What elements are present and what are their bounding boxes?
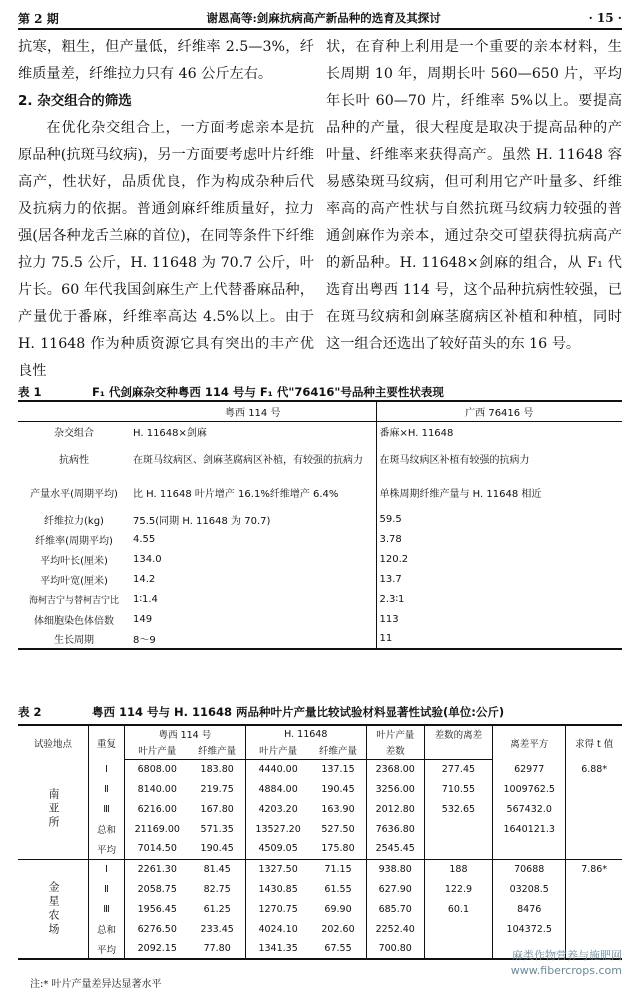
table2-caption — [18, 704, 622, 720]
right-column — [326, 34, 622, 382]
table-row: 纤维拉力(kg) 75.5(同期 H. 11648 为 70.7) 59.5 — [18, 509, 622, 529]
table-row: 平均叶宽(厘米) 14.2 13.7 — [18, 569, 622, 589]
watermark-line: 麻类作物营养与施肥网 — [512, 949, 622, 962]
table2-title: 粤西 114 号与 H. 11648 两品种叶片产量比较试验材料显著性试验(单位:公斤) — [92, 705, 505, 719]
left-column — [18, 34, 314, 382]
subheading: 2. 杂交组合的筛选 — [18, 93, 132, 109]
table-row: 平均叶长(厘米) 134.0 120.2 — [18, 549, 622, 569]
table2 — [18, 724, 622, 960]
table-row: Ⅱ 8140.00 219.75 4884.00 190.45 3256.00 710.55 1009762.5 — [18, 779, 622, 799]
watermark-url: www.fibercrops.com — [510, 964, 622, 977]
page-number: · 15 · — [588, 11, 622, 25]
table-row: 产量水平(周期平均) 比 H. 11648 叶片增产 16.1%纤维增产 6.4% 单株周期纤维产量与 H. 11648 相近 — [18, 475, 622, 509]
issue-number: 第 2 期 — [18, 11, 59, 26]
location-label: 南亚所 — [47, 787, 60, 830]
watermark — [511, 948, 622, 978]
body-text — [18, 34, 622, 382]
table-header-row — [18, 401, 622, 421]
table-note: 注:* 叶片产量差异达显著水平 — [30, 979, 162, 990]
col-header: 广西 76416 号 — [376, 401, 622, 421]
table1 — [18, 400, 622, 650]
table2-label: 表 2 — [18, 705, 42, 719]
table-row: 杂交组合 H. 11648×剑麻 番麻×H. 11648 — [18, 421, 622, 441]
paragraph: 在优化杂交组合上，一方面考虑亲本是抗原品种(抗斑马纹病)，另一方面要考虑叶片纤维高产，性状好，品质优良，作为构成杂种后代及抗病力的依据。普通剑麻纤维质量好，拉力强(居各种龙舌兰麻的首位)，在同等条件下纤维拉力 75.5 公斤，H. 11648 为 70.7 公斤，叶片长。60 年代我国剑麻生产上代替番麻品种，产量优于番麻，纤维率高达 4.5%以上。由于 H. 11648 作为种质资源它具有突出的丰产优良性 — [18, 120, 314, 379]
table-row: 总和 21169.00 571.35 13527.20 527.50 7636.80 1640121.3 — [18, 819, 622, 839]
table-row: 总和 6276.50 233.45 4024.10 202.60 2252.40 104372.5 — [18, 919, 622, 939]
table-row: 生长周期 8～9 11 — [18, 629, 622, 649]
table-row: 体细胞染色体倍数 149 113 — [18, 609, 622, 629]
table1-caption — [18, 384, 622, 400]
table1-title: F₁ 代剑麻杂交种粤西 114 号与 F₁ 代"76416"号品种主要性状表现 — [92, 385, 444, 399]
table-row: 金星农场 Ⅰ 2261.30 81.45 1327.50 71.15 938.80 188 70688 7.86* — [18, 859, 622, 879]
running-title: 谢恩高等:剑麻抗病高产新品种的选育及其探讨 — [206, 11, 441, 25]
table-row: 平均 2092.15 77.80 1341.35 67.55 700.80 — [18, 939, 622, 959]
table-row: 纤维率(周期平均) 4.55 3.78 — [18, 529, 622, 549]
col-header: 粤西 114 号 — [130, 401, 376, 421]
paragraph: 抗寒，粗生，但产量低，纤维率 2.5—3%，纤维质量差，纤维拉力只有 46 公斤左右。 — [18, 39, 314, 82]
table-row: 平均 7014.50 190.45 4509.05 175.80 2545.45 — [18, 839, 622, 859]
table-row: 抗病性 在斑马纹病区、剑麻茎腐病区补植，有较强的抗病力 在斑马纹病区补植有较强的抗病力 — [18, 441, 622, 475]
table1-label: 表 1 — [18, 385, 42, 399]
location-label: 金星农场 — [18, 859, 89, 959]
table-row: 海柯吉宁与替柯吉宁比 1∶1.4 2.3∶1 — [18, 589, 622, 609]
table-row: 南亚所 Ⅰ 6808.00 183.80 4440.00 137.15 2368.00 277.45 62977 6.88* — [18, 759, 622, 779]
page-header — [18, 8, 622, 30]
table-header-row: 试验地点 重复 粤西 114 号 H. 11648 叶片产量 差数的离差 离差平方 求得 t 值 — [18, 725, 622, 742]
paragraph: 状，在育种上利用是一个重要的亲本材料，生长周期 10 年，周期长叶 560—650 片，平均年长叶 60—70 片，纤维率 5%以上。要提高品种的产量，很大程度是取决于提高品种的产叶量、纤维率来获得高产。虽然 H. 11648 容易感染斑马纹病，但可利用它产叶量多、纤维率高的高产性状与自然抗斑马纹病力较强的普通剑麻作为亲本，通过杂交可望获得抗病高产的新品种。H. 11648×剑麻的组合，从 F₁ 代选育出粤西 114 号，这个品种抗病性较强，已在斑马纹病和剑麻茎腐病区补植和种植，同时这一组合还选出了较好苗头的东 16 号。 — [326, 39, 622, 352]
table-row: Ⅱ 2058.75 82.75 1430.85 61.55 627.90 122.9 03208.5 — [18, 879, 622, 899]
table-header-row: 叶片产量 纤维产量 叶片产量 纤维产量 差数 — [18, 742, 622, 759]
table-row: Ⅲ 6216.00 167.80 4203.20 163.90 2012.80 532.65 567432.0 — [18, 799, 622, 819]
table-row: Ⅲ 1956.45 61.25 1270.75 69.90 685.70 60.1 8476 — [18, 899, 622, 919]
